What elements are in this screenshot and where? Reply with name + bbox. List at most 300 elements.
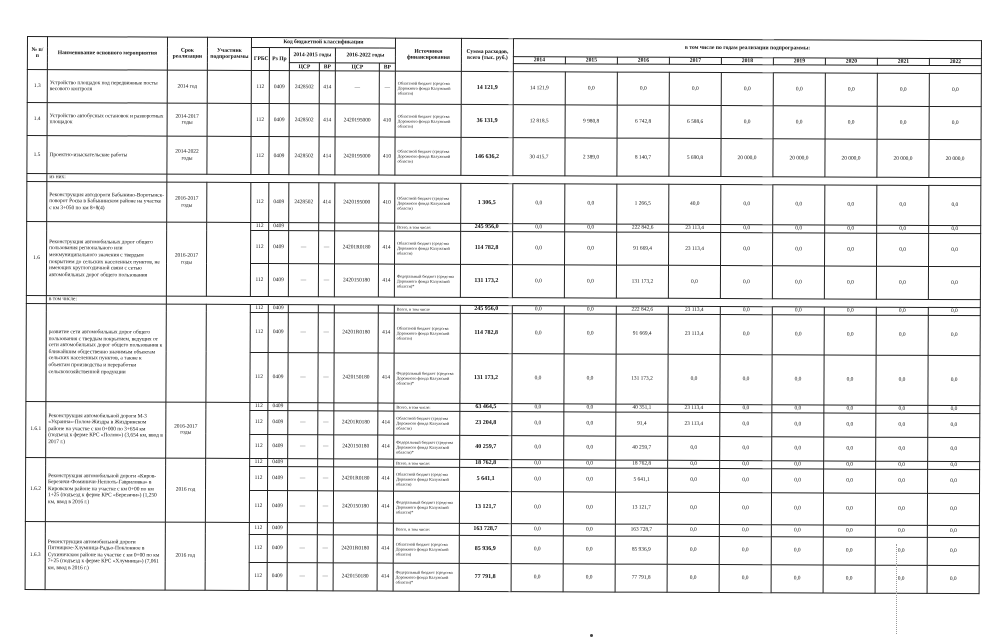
row-year-value: 0,0 <box>824 437 876 461</box>
row-name: Реконструкция автомобильных дорог общего пользования регионального или межмуниципального значения с твердым покрытием до сельских населенных пунктов, не имеющих круглогодичной связи с сетью автомобильных дорог общего пользования <box>46 222 166 297</box>
row-year-value: 0,0 <box>721 233 773 266</box>
row-csr-1: — <box>288 466 318 490</box>
row-year-value: 0,0 <box>564 353 616 403</box>
row-sum: 36 131,9 <box>461 105 513 138</box>
row-vr-2 <box>378 305 394 313</box>
row-vr-2: 414 <box>378 411 394 435</box>
row-year-value: 13 121,7 <box>615 492 667 524</box>
row-year-value: 0,0 <box>771 492 823 524</box>
row-year-value: 0,0 <box>772 266 824 299</box>
row-name: Реконструкция автомобильной дороги Пятницкое-Хлумница-Радьо-Поклонное в Сухиничском районе на участке с км 0+00 по км 7+25 (подъезд к ферме КРС «Хлумница») (7,061 км, ввод в 2016 г.) <box>45 521 165 590</box>
row-year-value: 0,0 <box>928 315 980 355</box>
row-sum: 131 173,2 <box>460 264 512 297</box>
row-year-value: 0,0 <box>927 565 979 593</box>
row-grbs: 112 <box>251 71 269 104</box>
row-year-value: 0,0 <box>564 305 616 313</box>
row-year-value: 0,0 <box>928 266 980 299</box>
row-year-value: 0,0 <box>720 354 772 404</box>
row-csr-1: — <box>288 434 318 458</box>
row-year-value: 20 000,0 <box>825 139 877 177</box>
row-year-value: 0,0 <box>669 73 721 106</box>
row-year-value: 0,0 <box>668 468 720 492</box>
row-year-value: 0,0 <box>720 266 772 299</box>
row-sum: 163 728,7 <box>459 523 511 535</box>
row-sum: 245 956,0 <box>461 223 513 231</box>
row-year-value: 0,0 <box>771 524 823 536</box>
row-num <box>27 182 47 222</box>
row-source: Федеральный бюджет (средства Дорожного фонда Калужской области)* <box>393 491 459 523</box>
row-rzpr: 0409 <box>267 534 287 562</box>
row-rzpr: 0409 <box>267 562 287 590</box>
row-num: 1.4 <box>27 103 47 136</box>
row-year-value: 40 259,7 <box>616 436 668 460</box>
row-year-value: 77 791,8 <box>615 564 667 592</box>
row-grbs: 112 <box>249 522 267 534</box>
row-vr-1: — <box>318 312 334 352</box>
row-rzpr: 0409 <box>269 231 289 264</box>
row-csr-1: — <box>288 264 318 297</box>
row-vr-1: — <box>318 466 334 490</box>
row-source: Областной бюджет (средства Дорожного фонда Калужской области) <box>395 105 461 138</box>
row-rzpr: 0409 <box>269 223 289 231</box>
table-row <box>27 70 981 107</box>
row-year-value: 0,0 <box>512 353 564 403</box>
row-year-value: 14 121,9 <box>513 72 565 105</box>
row-term: 2016 год <box>165 458 205 522</box>
row-grbs: 112 <box>250 263 268 296</box>
row-year-value: 0,0 <box>563 563 615 591</box>
header-num: № п/п <box>27 37 47 70</box>
row-csr-1 <box>288 402 318 410</box>
row-source: Федеральный бюджет (средства Дорожного фонда Калужской области)* <box>394 435 460 459</box>
header-name: Наименование основного мероприятия <box>47 37 167 71</box>
row-vr-1: 414 <box>319 71 335 104</box>
row-year-value: 0,0 <box>929 185 981 225</box>
year-header-2019: 2019 <box>773 58 825 66</box>
row-year-value: 0,0 <box>773 185 825 225</box>
row-csr-2 <box>334 402 378 410</box>
row-year-value: 5 690,8 <box>669 139 721 177</box>
row-rzpr: 0409 <box>269 183 289 223</box>
row-name: Устройство площадок под передвижные посты весового контроля <box>47 70 167 104</box>
row-year-value: 12 818,5 <box>513 105 565 138</box>
row-grbs: 112 <box>249 490 267 522</box>
row-csr-2: — <box>335 71 379 104</box>
row-year-value: 0,0 <box>720 412 772 436</box>
row-grbs: 112 <box>250 434 268 458</box>
row-year-value: 0,0 <box>928 469 980 493</box>
row-year-value: 0,0 <box>929 74 981 107</box>
row-year-value: 0,0 <box>720 468 772 492</box>
row-csr-2: 2420150180 <box>334 352 378 402</box>
row-vr-1 <box>318 402 334 410</box>
row-year-value: 0,0 <box>563 535 615 563</box>
row-num: 1.6.2 <box>25 457 45 521</box>
row-year-value: 0,0 <box>772 306 824 314</box>
row-rzpr: 0409 <box>269 104 289 137</box>
row-year-value: 0,0 <box>511 491 563 523</box>
row-source: Федеральный бюджет (средства Дорожного фонда Калужской области)* <box>393 563 459 591</box>
row-vr-1: — <box>317 534 333 562</box>
table-body <box>25 70 981 593</box>
row-num: 1.3 <box>27 70 47 103</box>
year-header-2016: 2016 <box>617 57 669 65</box>
row-year-value: 0,0 <box>876 405 928 413</box>
row-year-value: 0,0 <box>927 493 979 525</box>
row-year-value: 0,0 <box>825 233 877 266</box>
row-year-value: 91,4 <box>616 412 668 436</box>
row-source: Всего, в том числе: <box>393 523 459 535</box>
row-year-value: 0,0 <box>877 107 929 140</box>
year-header-2022: 2022 <box>929 58 981 66</box>
row-num: 1.6 <box>26 222 46 296</box>
row-num: 1.6.1 <box>26 401 46 457</box>
row-year-value: 0,0 <box>823 493 875 525</box>
row-subprogram <box>206 402 250 458</box>
row-year-value: 0,0 <box>773 73 825 106</box>
row-vr-1: — <box>317 490 333 522</box>
row-year-value: 0,0 <box>617 72 669 105</box>
row-year-value: 0,0 <box>720 404 772 412</box>
row-year-value: 0,0 <box>773 106 825 139</box>
row-year-value: 0,0 <box>876 461 928 469</box>
row-csr-2 <box>335 223 379 231</box>
row-year-value: 0,0 <box>772 412 824 436</box>
row-year-value: 0,0 <box>876 413 928 437</box>
row-csr-2 <box>334 458 378 466</box>
row-year-value: 0,0 <box>927 537 979 565</box>
row-year-value: 0,0 <box>928 413 980 437</box>
row-vr-1: — <box>318 352 334 402</box>
row-year-value: 0,0 <box>772 314 824 354</box>
row-year-value: 0,0 <box>564 313 616 353</box>
row-csr-1: 2428502 <box>289 71 319 104</box>
row-year-value: 0,0 <box>823 565 875 593</box>
row-sum: 40 259,7 <box>460 435 512 459</box>
row-year-value: 2 389,0 <box>565 138 617 176</box>
year-header-2021: 2021 <box>877 58 929 66</box>
row-name: развитие сети автомобильных дорог общего пользования с твердым покрытием, ведущих от сети автомобильных дорог общего пользования к ближайшим общественно значимым объектам сельских населенных пунктов, а также к объектам производства и переработки сельскохозяйственной продукции <box>46 303 166 402</box>
row-rzpr: 0409 <box>268 264 288 297</box>
row-year-value: 0,0 <box>719 536 771 564</box>
row-csr-1: 2428502 <box>289 183 319 223</box>
table-row <box>27 136 981 178</box>
row-year-value: 0,0 <box>512 411 564 435</box>
row-sum: 5 641,1 <box>460 467 512 491</box>
row-subprogram <box>207 182 251 222</box>
budget-table-page <box>25 36 982 594</box>
row-csr-1: — <box>287 490 317 522</box>
row-source: Областной бюджет (средства Дорожного фонда Калужской области) <box>393 535 459 563</box>
row-csr-1: — <box>289 231 319 264</box>
row-year-value: 0,0 <box>511 535 563 563</box>
row-year-value: 0,0 <box>772 404 824 412</box>
row-year-value: 0,0 <box>876 469 928 493</box>
row-year-value: 0,0 <box>564 459 616 467</box>
row-year-value: 0,0 <box>511 563 563 591</box>
row-vr-1: — <box>319 231 335 264</box>
row-year-value: 0,0 <box>928 355 980 405</box>
row-year-value: 30 415,7 <box>513 138 565 176</box>
year-header-2014: 2014 <box>513 57 565 65</box>
row-sum: 114 782,8 <box>460 313 512 353</box>
row-year-value: 0,0 <box>875 493 927 525</box>
row-year-value: 0,0 <box>824 461 876 469</box>
row-year-value: 0,0 <box>667 536 719 564</box>
row-year-value: 0,0 <box>772 460 824 468</box>
row-name: Реконструкция автомобильной дороги «Киров-Березичи-Фоминичи-Неплоть-Гавриловка» в Кировском районе на участке с км 0+00 по км 1+25 (подъезд к ферме КРС «Березичи») (1,250 км, ввод в 2016 г.) <box>45 457 165 522</box>
header-period-2016-2022: 2016-2022 годы <box>335 48 395 64</box>
table-row <box>27 103 981 140</box>
row-subprogram <box>205 522 249 590</box>
header-rzpr: Рз Пр <box>269 48 289 71</box>
row-year-value: 0,0 <box>928 461 980 469</box>
row-csr-2: 2420195000 <box>335 104 379 137</box>
row-year-value: 0,0 <box>825 225 877 233</box>
row-year-value: 0,0 <box>824 355 876 405</box>
year-header-2018: 2018 <box>721 58 773 66</box>
row-year-value: 0,0 <box>513 184 565 224</box>
row-csr-2 <box>334 304 378 312</box>
row-year-value: 0,0 <box>875 525 927 537</box>
row-vr-2: 414 <box>378 264 394 297</box>
row-year-value: 0,0 <box>565 72 617 105</box>
row-subprogram <box>207 71 251 104</box>
row-year-value: 0,0 <box>928 405 980 413</box>
row-vr-1: 414 <box>319 137 335 175</box>
row-vr-1 <box>318 458 334 466</box>
row-year-value: 0,0 <box>876 266 928 299</box>
row-source: Всего, в том числе: <box>394 403 460 411</box>
row-vr-2: 414 <box>378 435 394 459</box>
row-year-value: 0,0 <box>825 106 877 139</box>
row-rzpr: 0409 <box>268 466 288 490</box>
row-rzpr: 0409 <box>268 434 288 458</box>
row-rzpr: 0409 <box>268 352 288 402</box>
row-year-value: 0,0 <box>720 436 772 460</box>
row-year-value: 0,0 <box>772 468 824 492</box>
year-header-2015: 2015 <box>565 57 617 65</box>
row-year-value: 0,0 <box>512 459 564 467</box>
row-year-value: 0,0 <box>771 564 823 592</box>
row-vr-2: 414 <box>378 313 394 353</box>
row-year-value: 0,0 <box>824 413 876 437</box>
row-vr-2 <box>379 223 395 231</box>
row-year-value: 0,0 <box>771 536 823 564</box>
row-source: Всего, в том числе: <box>394 459 460 467</box>
row-grbs: 112 <box>250 458 268 466</box>
row-rzpr: 0409 <box>268 402 288 410</box>
row-year-value: 0,0 <box>512 313 564 353</box>
row-source: Областной бюджет (средства Дорожного фонда Калужской области) <box>395 72 461 105</box>
header-sum: Сумма расходов, всего (тыс. руб.) <box>461 38 513 72</box>
row-csr-2 <box>333 522 377 534</box>
row-grbs: 112 <box>250 410 268 434</box>
row-term: 2016 год <box>165 522 205 590</box>
row-year-value: 20 000,0 <box>877 140 929 178</box>
row-year-value: 0,0 <box>772 436 824 460</box>
row-grbs: 112 <box>249 534 267 562</box>
row-year-value: 0,0 <box>877 74 929 107</box>
row-year-value: 6 742,8 <box>617 105 669 138</box>
row-term: 2016-2017 годы <box>166 222 206 296</box>
row-name: Проектно-изыскательские работы <box>47 136 167 175</box>
row-vr-1: 414 <box>319 104 335 137</box>
row-grbs: 112 <box>249 562 267 590</box>
budget-table <box>25 36 982 594</box>
row-sum: 77 791,8 <box>459 563 511 591</box>
row-name: из них: <box>47 174 167 182</box>
row-source: Всего, в том числе: <box>395 223 461 231</box>
row-grbs: 112 <box>251 222 269 230</box>
row-year-value: 0,0 <box>564 403 616 411</box>
row-sum: 23 204,8 <box>460 411 512 435</box>
row-vr-1: 414 <box>319 183 335 223</box>
row-num: 1.5 <box>27 136 47 174</box>
row-year-value: 91 669,4 <box>617 232 669 265</box>
row-year-value: 0,0 <box>512 265 564 298</box>
row-year-value: 0,0 <box>512 305 564 313</box>
row-year-value: 0,0 <box>668 436 720 460</box>
row-year-value: 23 113,4 <box>668 314 720 354</box>
row-year-value: 0,0 <box>513 232 565 265</box>
row-year-value: 0,0 <box>928 437 980 461</box>
row-year-value: 1 266,5 <box>617 184 669 224</box>
row-term: 2014-2022 годы <box>167 137 207 175</box>
table-row <box>27 182 981 226</box>
row-sum: 85 936,9 <box>459 535 511 563</box>
row-year-value: 18 762,8 <box>616 460 668 468</box>
row-source: Федеральный бюджет (средства Дорожного фонда Калужской области)* <box>394 353 460 403</box>
row-year-value: 0,0 <box>720 306 772 314</box>
row-year-value: 20 000,0 <box>929 140 981 178</box>
row-year-value: 0,0 <box>824 469 876 493</box>
header-vr-2: ВР <box>379 63 395 71</box>
row-vr-1: — <box>318 264 334 297</box>
row-year-value: 0,0 <box>668 354 720 404</box>
row-year-value: 0,0 <box>720 460 772 468</box>
row-csr-2: 2420150180 <box>334 264 378 297</box>
row-vr-1: — <box>318 410 334 434</box>
row-year-value: 0,0 <box>564 265 616 298</box>
row-vr-2: 414 <box>377 491 393 523</box>
row-rzpr: 0409 <box>267 490 287 522</box>
header-csr-2: ЦСР <box>335 63 379 71</box>
row-year-value: 0,0 <box>721 106 773 139</box>
row-sum: 114 782,8 <box>461 231 513 264</box>
row-csr-2: 2420195000 <box>335 137 379 175</box>
row-year-value: 6 588,6 <box>669 106 721 139</box>
row-csr-2: 2420150180 <box>333 562 377 590</box>
row-year-value: 0,0 <box>825 185 877 225</box>
row-year-value: 0,0 <box>772 354 824 404</box>
row-vr-2: 414 <box>377 535 393 563</box>
row-vr-2 <box>377 523 393 535</box>
row-year-value: 0,0 <box>877 233 929 266</box>
row-year-value: 0,0 <box>773 233 825 266</box>
row-year-value: 0,0 <box>877 225 929 233</box>
row-year-value: 0,0 <box>824 307 876 315</box>
row-csr-1: — <box>287 562 317 590</box>
row-vr-2: 414 <box>377 563 393 591</box>
row-csr-2: 24201R0180 <box>333 534 377 562</box>
row-year-value: 0,0 <box>565 224 617 232</box>
row-rzpr: 0409 <box>268 458 288 466</box>
header-budget-code: Код бюджетной классификации <box>251 37 395 48</box>
row-subprogram <box>205 458 249 522</box>
row-year-value: 20 000,0 <box>721 139 773 177</box>
row-year-value: 5 641,1 <box>616 468 668 492</box>
row-rzpr: 0409 <box>268 410 288 434</box>
row-year-value: 0,0 <box>927 525 979 537</box>
row-year-value: 0,0 <box>721 73 773 106</box>
row-name: в том числе: <box>46 296 166 304</box>
row-year-value: 0,0 <box>667 524 719 536</box>
row-year-value: 0,0 <box>824 315 876 355</box>
row-vr-1 <box>318 304 334 312</box>
row-year-value: 0,0 <box>719 492 771 524</box>
header-csr-1: ЦСР <box>289 63 319 71</box>
row-source: Областной бюджет (средства Дорожного фонда Калужской области) <box>395 138 461 176</box>
row-num <box>26 295 46 303</box>
row-year-value: 0,0 <box>720 314 772 354</box>
header-term: Срок реализации <box>167 37 207 71</box>
row-grbs: 112 <box>250 466 268 490</box>
row-csr-1: 2428502 <box>289 137 319 175</box>
row-grbs: 112 <box>251 182 269 222</box>
row-csr-1: — <box>287 534 317 562</box>
row-year-value: 222 842,6 <box>617 224 669 232</box>
row-csr-1: — <box>288 352 318 402</box>
row-num <box>26 303 46 401</box>
row-rzpr: 0409 <box>267 522 287 534</box>
row-subprogram <box>207 137 251 175</box>
row-year-value: 131 173,2 <box>616 354 668 404</box>
row-year-value: 23 113,4 <box>669 224 721 232</box>
row-vr-2: 410 <box>379 183 395 223</box>
year-header-2017: 2017 <box>669 57 721 65</box>
row-year-value: 0,0 <box>928 307 980 315</box>
row-source: Всего, в том числе <box>394 305 460 313</box>
row-source: Областной бюджет (средства Дорожного фонда Калужской области) <box>395 231 461 264</box>
row-grbs: 112 <box>250 352 268 402</box>
row-sum: 13 121,7 <box>459 491 511 523</box>
row-year-value: 131 173,2 <box>616 265 668 298</box>
row-year-value: 40,0 <box>669 184 721 224</box>
row-source: Областной бюджет (средства Дорожного фонда Калужской области) <box>394 411 460 435</box>
row-csr-2: 24201R0180 <box>334 410 378 434</box>
row-name: Устройство автобусных остановок и разворотных площадок <box>47 103 167 137</box>
row-year-value: 0,0 <box>823 525 875 537</box>
row-term: 2014-2017 годы <box>167 104 207 137</box>
row-name: Реконструкция автомобильной дороги М-3 «Украина»-Полом-Жиздра в Жиздринском районе на участке с км 0+000 по 3+654 км (подъезд к ферме КРС «Полом») (3,654 км, ввод в 2017 г.) <box>46 401 166 458</box>
row-rzpr: 0409 <box>268 312 288 352</box>
row-year-value: 0,0 <box>824 405 876 413</box>
row-subprogram <box>206 222 250 296</box>
row-vr-2: 414 <box>379 231 395 264</box>
scan-dot <box>590 634 593 637</box>
row-csr-2: 24201R0180 <box>334 466 378 490</box>
row-year-value: 0,0 <box>876 307 928 315</box>
row-year-value: 9 980,8 <box>565 105 617 138</box>
row-year-value: 0,0 <box>721 185 773 225</box>
row-year-value: 222 842,6 <box>616 306 668 314</box>
row-year-value: 0,0 <box>875 565 927 593</box>
row-year-value: 0,0 <box>565 184 617 224</box>
header-vr-1: ВР <box>319 63 335 71</box>
row-csr-2: 24201R0180 <box>334 312 378 352</box>
row-year-value: 0,0 <box>667 564 719 592</box>
